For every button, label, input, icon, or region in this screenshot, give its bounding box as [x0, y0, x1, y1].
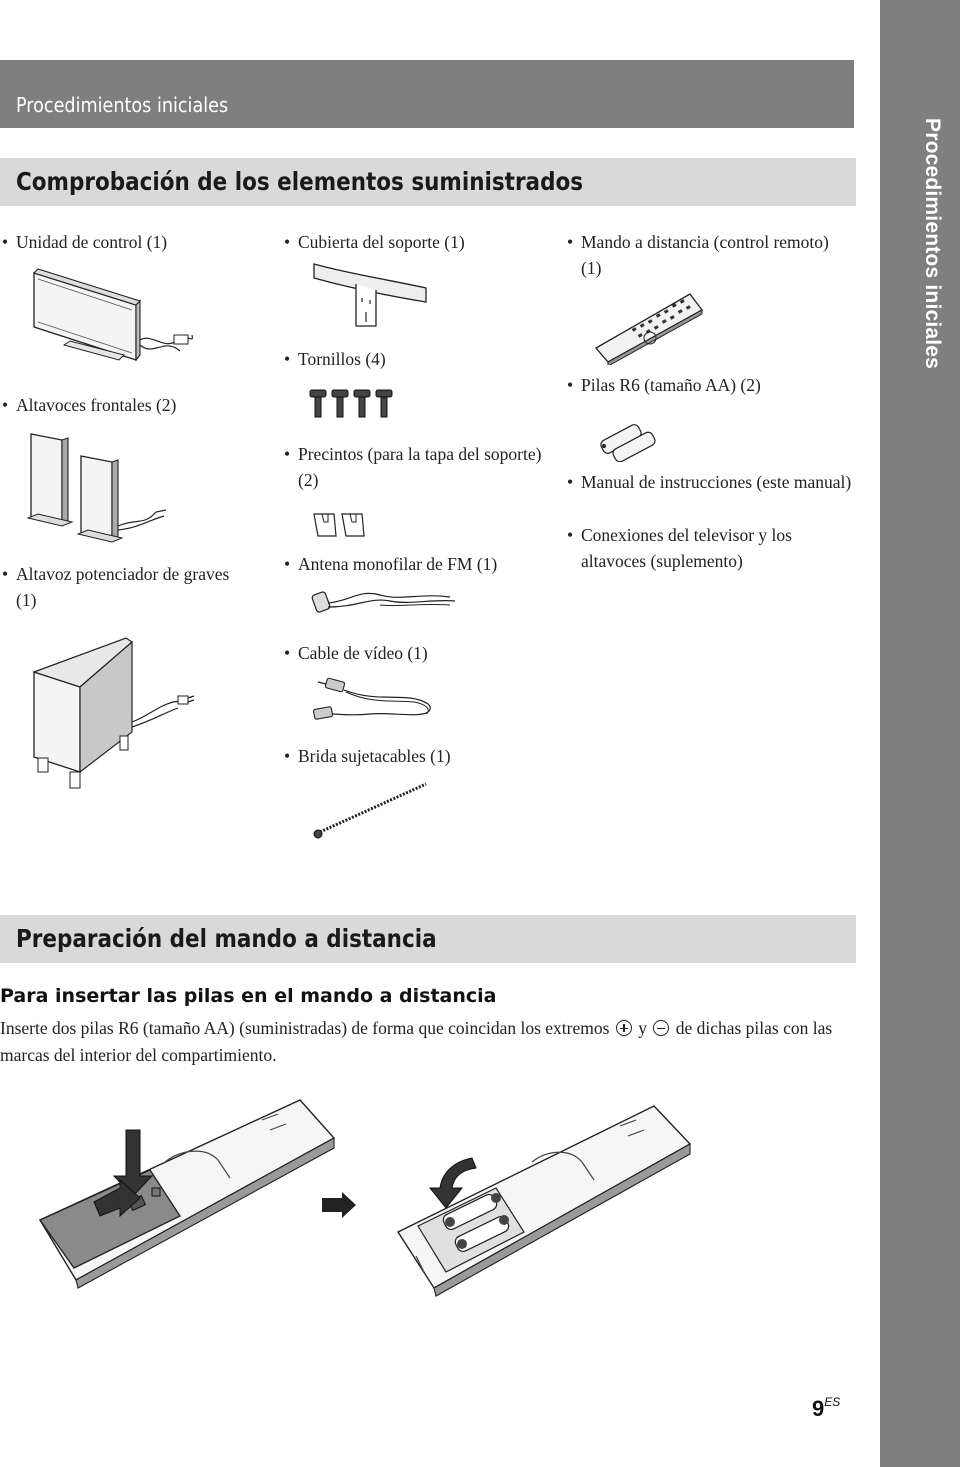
heading-supplied-items: Comprobación de los elementos suministrados — [16, 167, 584, 196]
side-tab-label: Procedimientos iniciales — [921, 118, 944, 370]
remote-cover-removal-illustration — [30, 1090, 340, 1295]
item-control-unit: • Unidad de control (1) — [0, 229, 276, 255]
item-video-cable: • Cable de vídeo (1) — [282, 640, 558, 666]
remote-batteries-inserted-illustration — [392, 1092, 697, 1302]
cable-tie-illustration — [310, 780, 430, 842]
item-fm-antenna: • Antena monofilar de FM (1) — [282, 551, 558, 577]
subheading-insert-batteries: Para insertar las pilas en el mando a distancia — [0, 985, 497, 1007]
front-speakers-illustration — [26, 430, 176, 548]
page-number-value: 9 — [812, 1396, 825, 1421]
item-stand-cover: • Cubierta del soporte (1) — [282, 229, 558, 255]
instructions-part2: y — [638, 1018, 647, 1038]
page-number — [812, 1395, 840, 1422]
item-remote: • Mando a distancia (control remoto) (1) — [565, 229, 841, 281]
arrow-right-icon — [320, 1192, 358, 1218]
page-number-suffix: ES — [824, 1395, 841, 1409]
batteries-illustration — [596, 418, 662, 462]
instructions-part3: de dichas pilas con las marcas del interior del compartimiento. — [0, 1018, 833, 1065]
item-batteries: • Pilas R6 (tamaño AA) (2) — [565, 372, 841, 398]
item-manual: • Manual de instrucciones (este manual) — [565, 469, 861, 495]
item-cable-tie: • Brida sujetacables (1) — [282, 743, 558, 769]
plus-circle-icon — [616, 1020, 632, 1036]
item-screws: • Tornillos (4) — [282, 346, 558, 372]
remote-illustration — [592, 290, 707, 365]
instructions-part1: Inserte dos pilas R6 (tamaño AA) (suministradas) de forma que coincidan los extremos — [0, 1018, 610, 1038]
item-seals: • Precintos (para la tapa del soporte) (2) — [282, 441, 558, 493]
minus-circle-icon — [653, 1020, 669, 1036]
seals-illustration — [312, 510, 368, 540]
video-cable-illustration — [310, 674, 440, 726]
instructions-text — [0, 1015, 850, 1069]
control-unit-illustration — [24, 265, 204, 365]
heading-remote-prep: Preparación del mando a distancia — [16, 924, 437, 953]
fm-antenna-illustration — [310, 585, 460, 625]
subwoofer-illustration — [28, 632, 203, 792]
item-subwoofer: • Altavoz potenciador de graves (1) — [0, 561, 246, 613]
item-front-speakers: • Altavoces frontales (2) — [0, 392, 276, 418]
item-connections: • Conexiones del televisor y los altavoces (suplemento) — [565, 522, 861, 574]
section-header-label: Procedimientos iniciales — [16, 93, 229, 117]
screws-illustration — [308, 388, 398, 420]
stand-cover-illustration — [310, 258, 430, 330]
